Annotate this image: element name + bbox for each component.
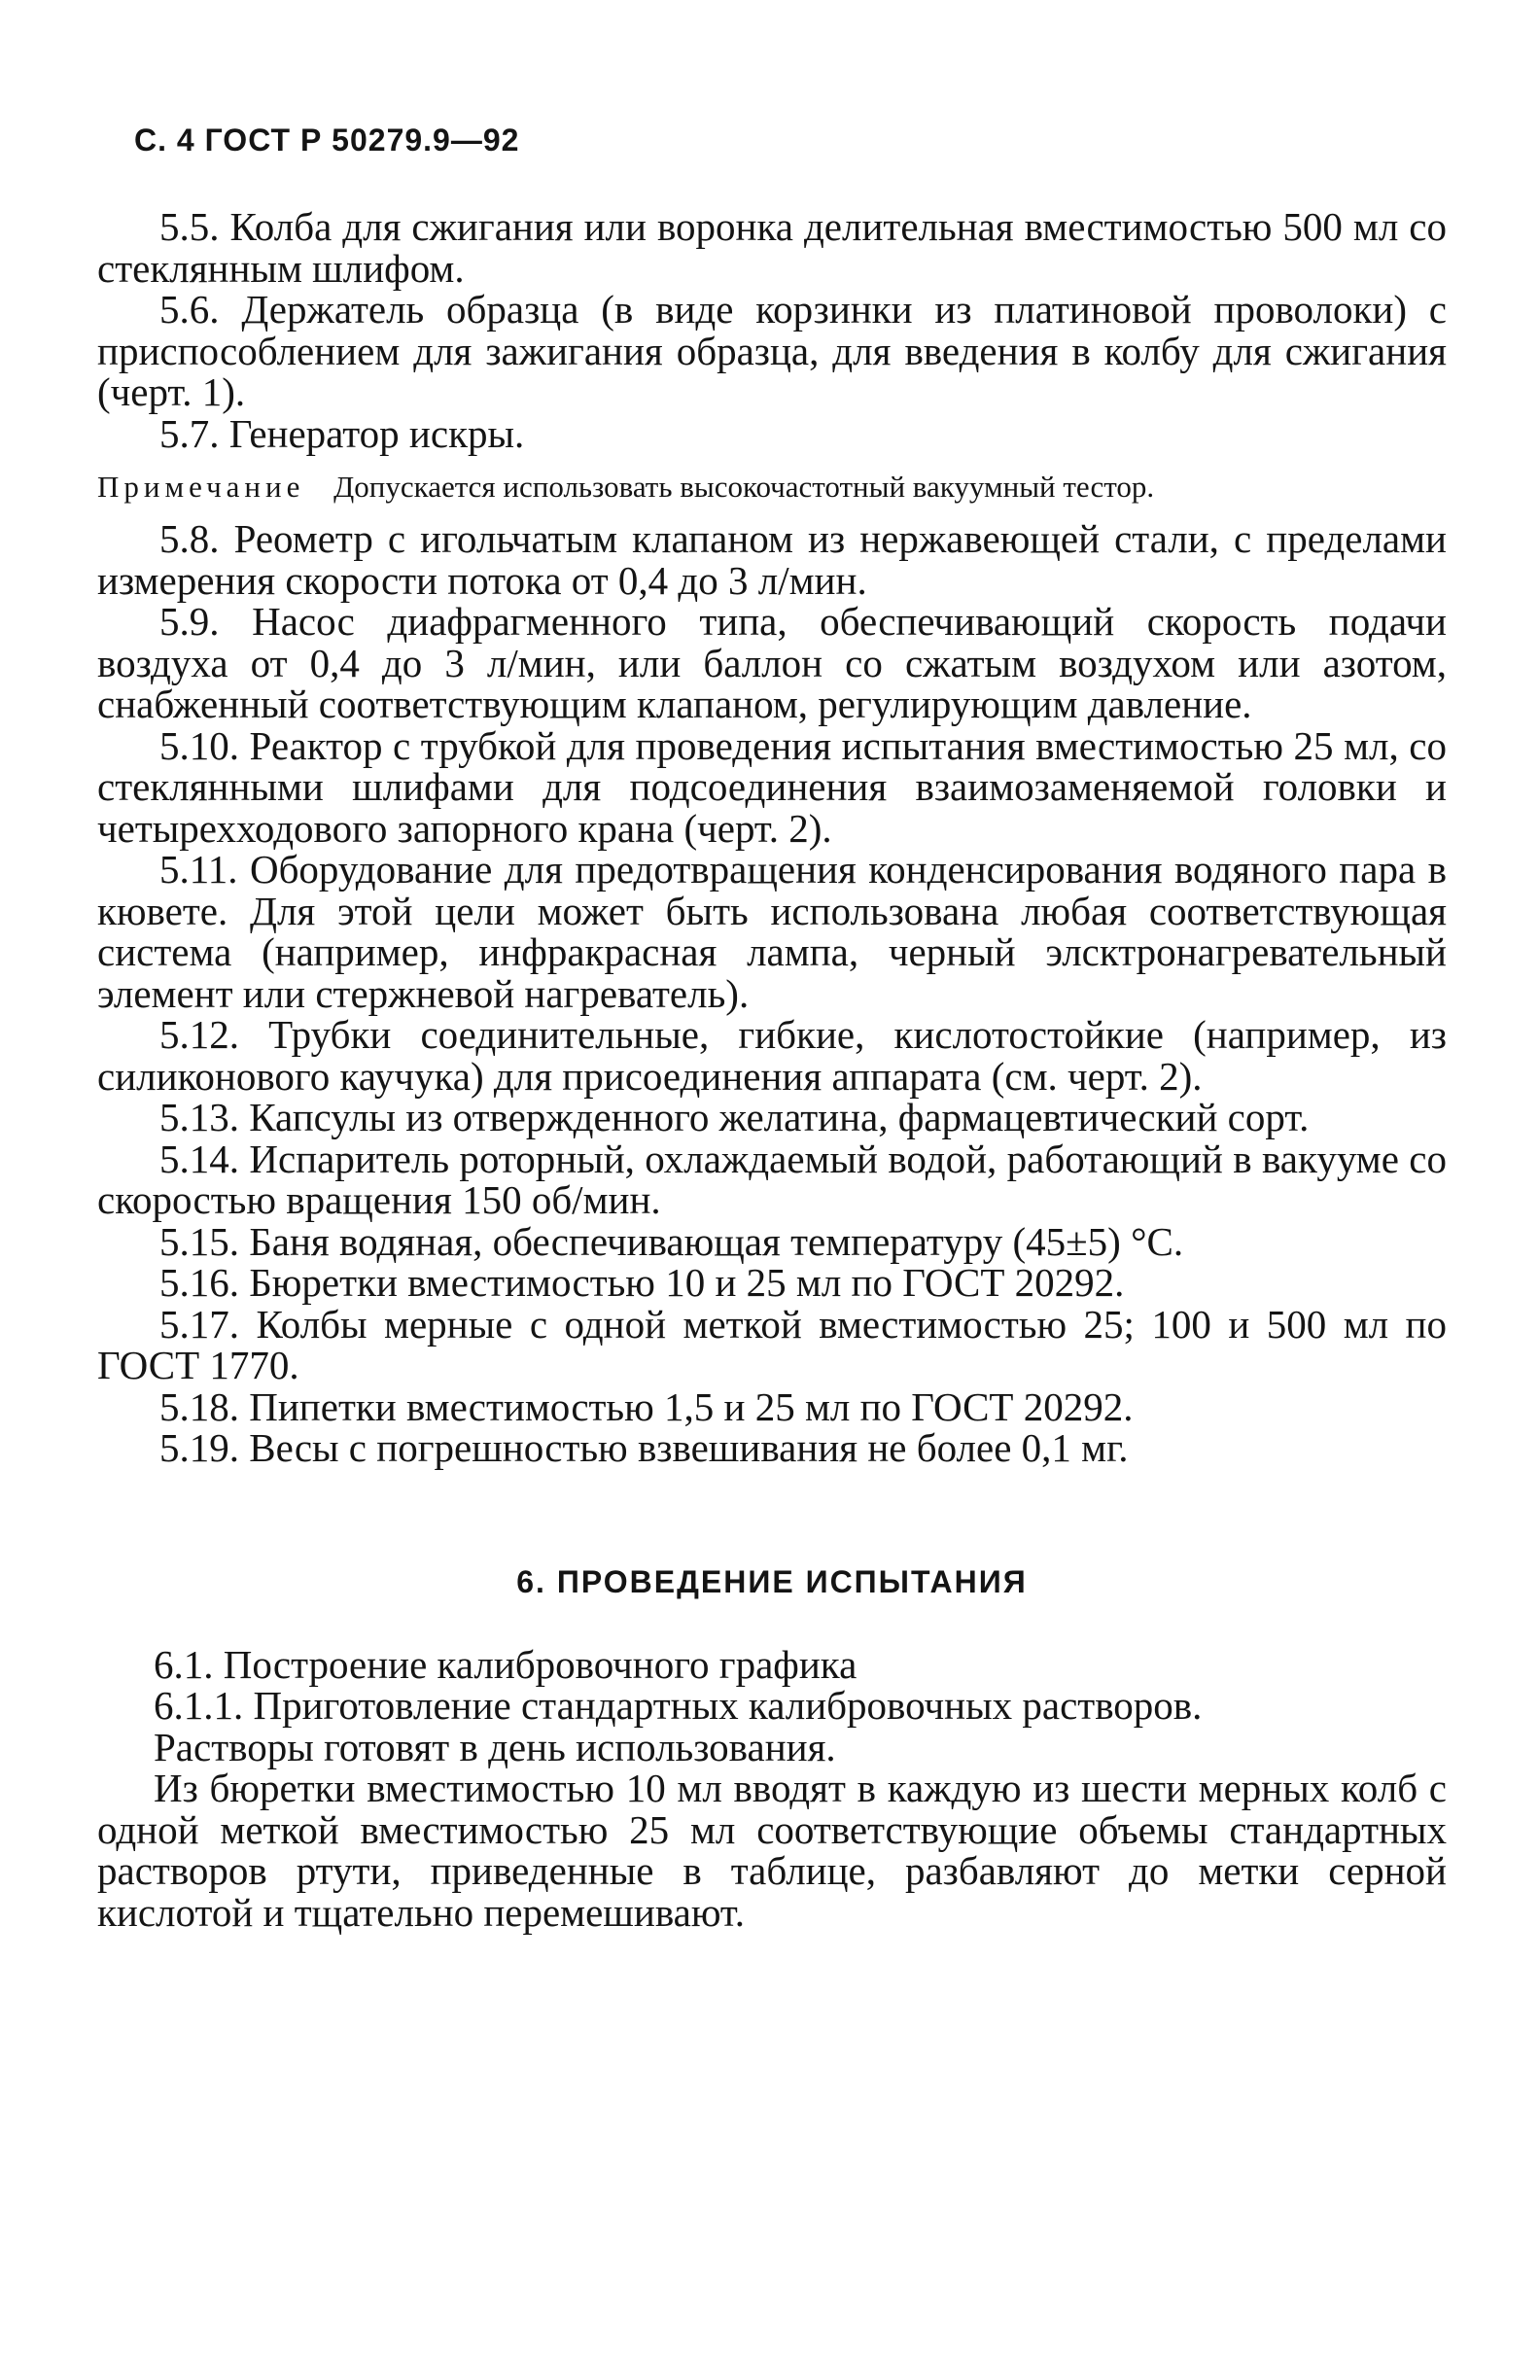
paragraph-5-10: 5.10. Реактор с трубкой для проведения испытания вместимостью 25 мл, со стеклянными шлифами для подсоединения взаимозаменяемой головки и четырехходового запорного крана (черт. 2). [97,722,1447,851]
paragraph-5-7: 5.7. Генератор искры. [159,410,525,456]
paragraph-5-12: 5.12. Трубки соединительные, гибкие, кислотостойкие (например, из силиконового каучука) для присоединения аппарата (см. черт. 2). [97,1012,1447,1099]
paragraph-solutions-same-day: Растворы готовят в день использования. [154,1724,836,1769]
paragraph-5-5: 5.5. Колба для сжигания или воронка делительная вместимостью 500 мл со стеклянным шлифом. [97,204,1447,291]
paragraph-5-13: 5.13. Капсулы из отвержденного желатина, фармацевтический сорт. [159,1095,1310,1139]
paragraph-6-1: 6.1. Построение калибровочного графика [154,1641,858,1687]
paragraph-5-17: 5.17. Колбы мерные с одной меткой вместимостью 25; 100 и 500 мл по ГОСТ 1770. [97,1301,1447,1387]
paragraph-5-14: 5.14. Испаритель роторный, охлаждаемый водой, работающий в вакууме со скоростью вращения 150 об/мин. [97,1136,1447,1222]
paragraph-burette-procedure: Из бюретки вместимостью 10 мл вводят в каждую из шести мерных колб с одной меткой вместимостью 25 мл соответствующие объемы стандартных растворов ртути, приведенные в таблице, разбавляют до метки серной кислотой и тщательно перемешивают. [97,1766,1447,1935]
running-header: С. 4 ГОСТ Р 50279.9—92 [134,122,520,158]
paragraph-5-8: 5.8. Реометр с игольчатым клапаном из нержавеющей стали, с пределами измерения скорости потока от 0,4 до 3 л/мин. [97,516,1447,603]
paragraph-6-1-1: 6.1.1. Приготовление стандартных калибровочных растворов. [154,1683,1203,1728]
document-body [97,206,1447,1933]
note-text: Допускается использовать высокочастотный вакуумный тестор. [333,470,1155,504]
note [97,468,1447,507]
paragraph-5-6: 5.6. Держатель образца (в виде корзинки из платиновой проволоки) с приспособлением для зажигания образца, для введения в колбу для сжигания (черт. 1). [97,287,1447,414]
note-label: Примечание [97,470,305,504]
paragraph-5-9: 5.9. Насос диафрагменного типа, обеспечивающий скорость подачи воздуха от 0,4 до 3 л/мин, или баллон со сжатым воздухом или азотом, снабженный соответствующим клапаном, регулирующим давление. [97,599,1447,726]
paragraph-5-18: 5.18. Пипетки вместимостью 1,5 и 25 мл по ГОСТ 20292. [159,1383,1134,1429]
paragraph-5-15: 5.15. Баня водяная, обеспечивающая температуру (45±5) °С. [159,1218,1184,1264]
section-title-6: 6. ПРОВЕДЕНИЕ ИСПЫТАНИЯ [516,1563,1028,1599]
paragraph-5-16: 5.16. Бюретки вместимостью 10 и 25 мл по ГОСТ 20292. [159,1260,1125,1305]
paragraph-5-11: 5.11. Оборудование для предотвращения конденсирования водяного пара в кювете. Для этой цели может быть использована любая соответствующая система (например, инфракрасная лампа, черный элcктронагревательный элемент или стержневой нагреватель). [97,847,1447,1016]
paragraph-5-19: 5.19. Весы с погрешностью взвешивания не более 0,1 мг. [159,1425,1129,1470]
